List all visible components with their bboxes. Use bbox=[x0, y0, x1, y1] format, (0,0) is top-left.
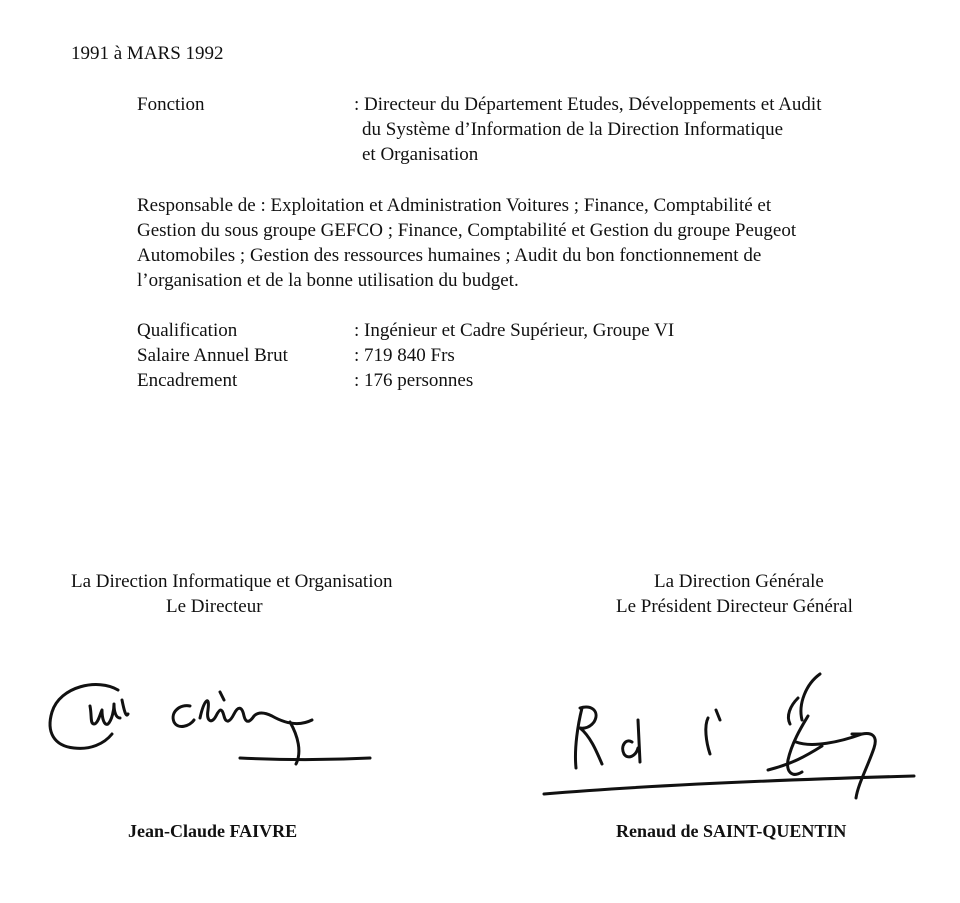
qualification-value: : Ingénieur et Cadre Supérieur, Groupe VI bbox=[354, 320, 675, 341]
left-signatory-name: Jean-Claude FAIVRE bbox=[128, 821, 298, 841]
qualification-label: Qualification bbox=[137, 320, 238, 341]
left-signature-image bbox=[40, 660, 400, 780]
fonction-line: : Directeur du Département Etudes, Développements et Audit bbox=[354, 94, 822, 115]
right-signature-image bbox=[540, 668, 920, 808]
responsable-line: Gestion du sous groupe GEFCO ; Finance, Comptabilité et Gestion du groupe Peugeot bbox=[137, 220, 797, 241]
responsable-line: l’organisation et de la bonne utilisation du budget. bbox=[137, 270, 519, 291]
encadrement-label: Encadrement bbox=[137, 370, 238, 391]
left-signatory-role: Le Directeur bbox=[166, 596, 263, 617]
fonction-value bbox=[354, 92, 821, 167]
fonction-label: Fonction bbox=[137, 94, 205, 115]
salary-value: : 719 840 Frs bbox=[354, 345, 455, 366]
right-signatory-name: Renaud de SAINT-QUENTIN bbox=[616, 821, 847, 841]
fonction-line: du Système d’Information de la Direction Informatique bbox=[362, 119, 784, 140]
right-signatory-org: La Direction Générale bbox=[654, 571, 824, 592]
responsable-line: Automobiles ; Gestion des ressources humaines ; Audit du bon fonctionnement de bbox=[137, 245, 762, 266]
responsable-line: Responsable de : Exploitation et Administration Voitures ; Finance, Comptabilité et bbox=[137, 195, 772, 216]
salary-label: Salaire Annuel Brut bbox=[137, 345, 288, 366]
right-signatory-role: Le Président Directeur Général bbox=[616, 596, 853, 617]
left-signatory-org: La Direction Informatique et Organisation bbox=[71, 571, 393, 592]
period-heading: 1991 à MARS 1992 bbox=[71, 43, 224, 64]
encadrement-value: : 176 personnes bbox=[354, 370, 474, 391]
responsable-paragraph bbox=[137, 193, 796, 293]
fonction-line: et Organisation bbox=[362, 144, 479, 165]
